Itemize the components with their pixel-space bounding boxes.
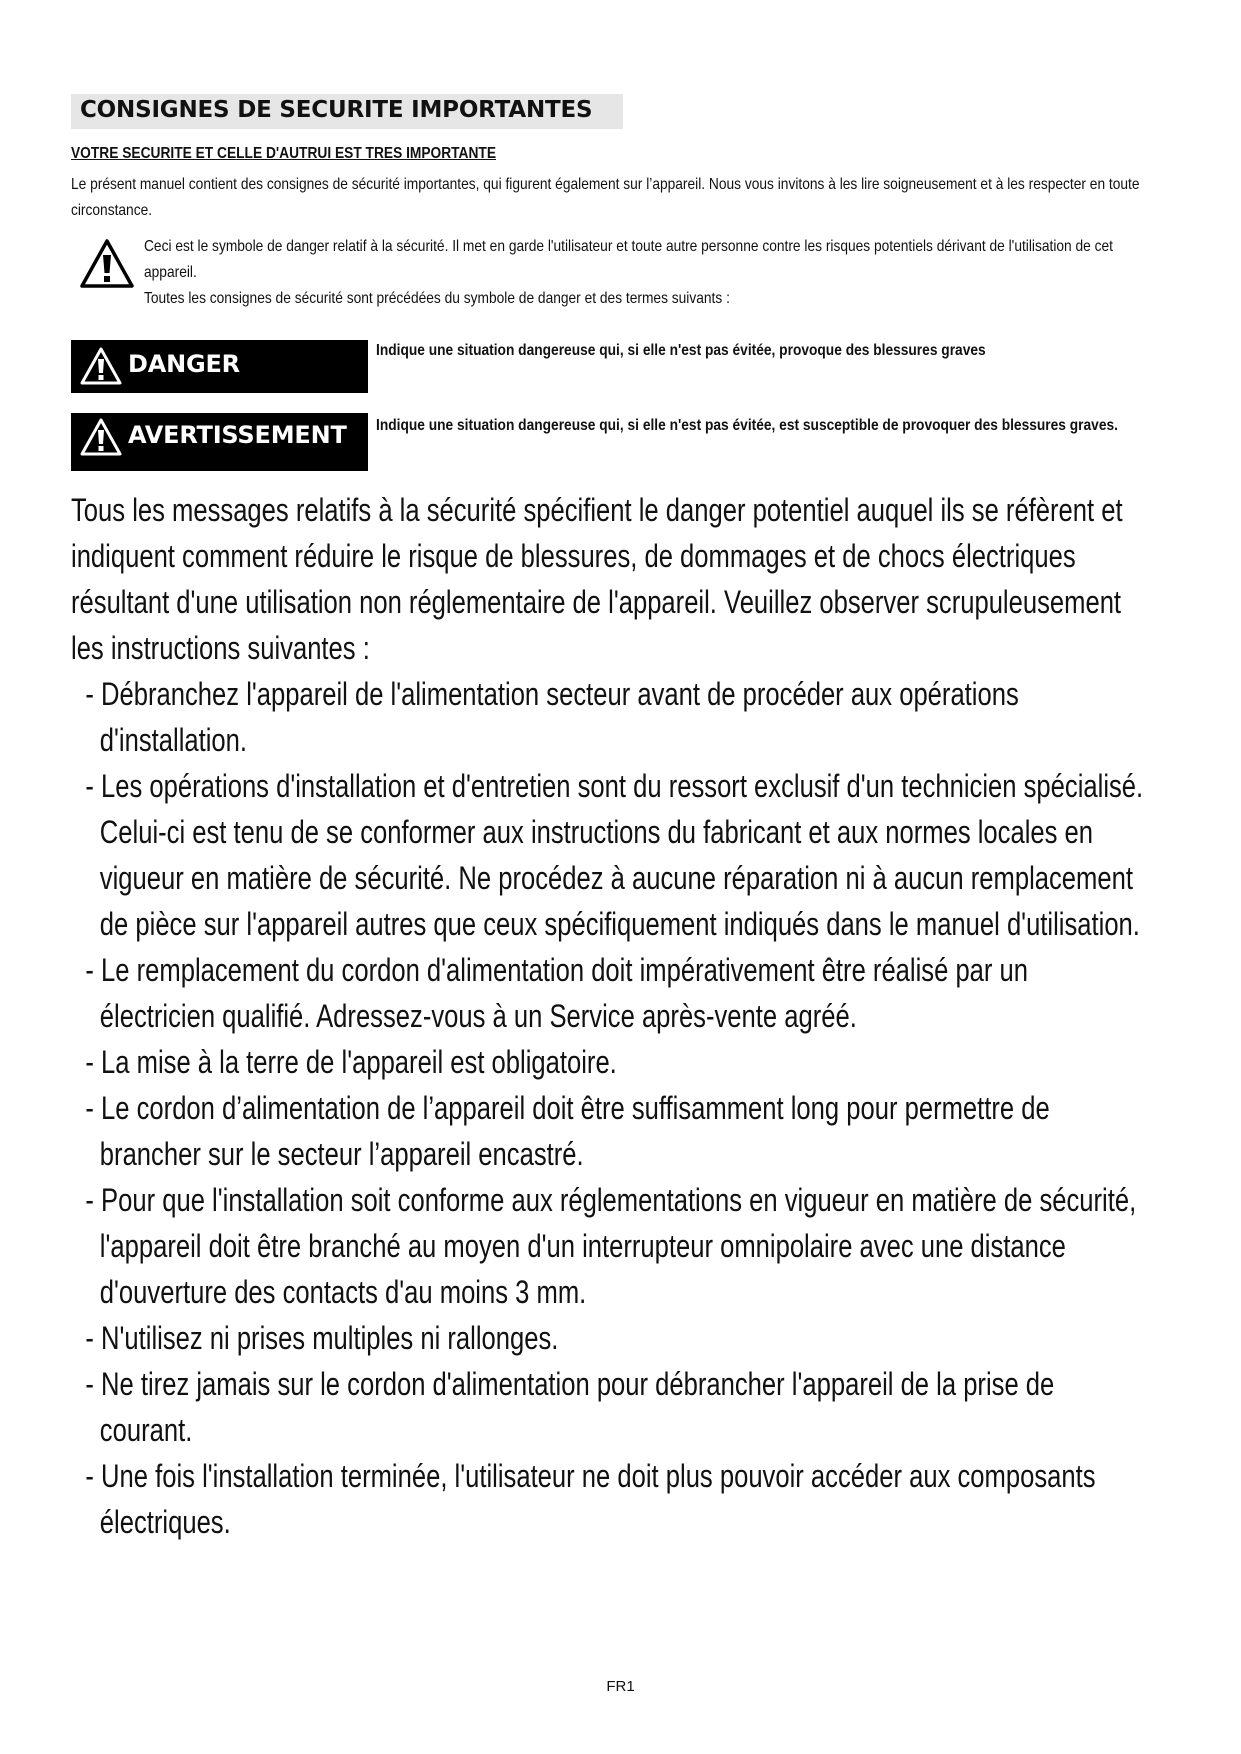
safety-instructions xyxy=(71,487,1147,1545)
instruction-item: - Les opérations d'installation et d'entretien sont du ressort exclusif d'un technicien spécialisé. Celui-ci est tenu de se conformer aux instructions du fabricant et aux normes locales en vigueur en matière de sécurité. Ne procédez à aucune réparation ni à aucun remplacement de pièce sur l'appareil autres que ceux spécifiquement indiqués dans le manuel d'utilisation. xyxy=(85,768,1144,942)
instruction-item: - Le cordon d’alimentation de l’appareil doit être suffisamment long pour permettre de brancher sur le secteur l’appareil encastré. xyxy=(85,1090,1050,1172)
symbol-explanation-line: Toutes les consignes de sécurité sont précédées du symbole de danger et des termes suivants : xyxy=(144,290,730,307)
instruction-item: - Le remplacement du cordon d'alimentation doit impérativement être réalisé par un électricien qualifié. Adressez-vous à un Service après-vente agréé. xyxy=(85,952,1029,1034)
danger-label: DANGER xyxy=(128,350,240,378)
instruction-item: - Débranchez l'appareil de l'alimentation secteur avant de procéder aux opérations d'installation. xyxy=(85,676,1019,758)
instruction-item: - N'utilisez ni prises multiples ni rallonges. xyxy=(85,1320,559,1356)
lead-paragraph: Tous les messages relatifs à la sécurité spécifient le danger potentiel auquel ils se réfèrent et indiquent comment réduire le risque de blessures, de dommages et de chocs électriques résultant d'une utilisation non réglementaire de l'appareil. Veuillez observer scrupuleusement les instructions suivantes : xyxy=(71,492,1123,666)
instruction-item: - La mise à la terre de l'appareil est obligatoire. xyxy=(85,1044,617,1080)
warning-triangle-icon xyxy=(79,346,123,386)
intro-paragraph: Le présent manuel contient des consignes de sécurité importantes, qui figurent également sur l’appareil. Nous vous invitons à les lire soigneusement et à les respecter en toute circonstance. xyxy=(71,176,1140,219)
warning-label: AVERTISSEMENT xyxy=(128,421,347,449)
instruction-list xyxy=(71,671,1147,1545)
danger-badge xyxy=(71,340,368,393)
instruction-item: - Pour que l'installation soit conforme aux réglementations en vigueur en matière de sécurité, l'appareil doit être branché au moyen d'un interrupteur omnipolaire avec une distance d'ouverture des contacts d'au moins 3 mm. xyxy=(85,1182,1137,1310)
warning-triangle-icon xyxy=(79,417,123,457)
instruction-item: - Ne tirez jamais sur le cordon d'alimentation pour débrancher l'appareil de la prise de courant. xyxy=(85,1366,1055,1448)
page-subtitle: VOTRE SECURITE ET CELLE D'AUTRUI EST TRES IMPORTANTE xyxy=(71,145,497,162)
instruction-item: - Une fois l'installation terminée, l'utilisateur ne doit plus pouvoir accéder aux composants électriques. xyxy=(85,1458,1096,1540)
warning-triangle-icon xyxy=(79,238,135,290)
symbol-explanation xyxy=(144,234,1167,312)
warning-badge xyxy=(71,413,368,471)
page-number: FR1 xyxy=(606,1678,635,1695)
danger-description: Indique une situation dangereuse qui, si elle n'est pas évitée, provoque des blessures graves xyxy=(376,342,986,359)
page-title: CONSIGNES DE SECURITE IMPORTANTES xyxy=(80,97,593,123)
symbol-explanation-line: Ceci est le symbole de danger relatif à la sécurité. Il met en garde l'utilisateur et toute autre personne contre les risques potentiels dérivant de l'utilisation de cet appareil. xyxy=(144,238,1113,281)
warning-description: Indique une situation dangereuse qui, si elle n'est pas évitée, est susceptible de provoquer des blessures graves. xyxy=(376,417,1118,434)
